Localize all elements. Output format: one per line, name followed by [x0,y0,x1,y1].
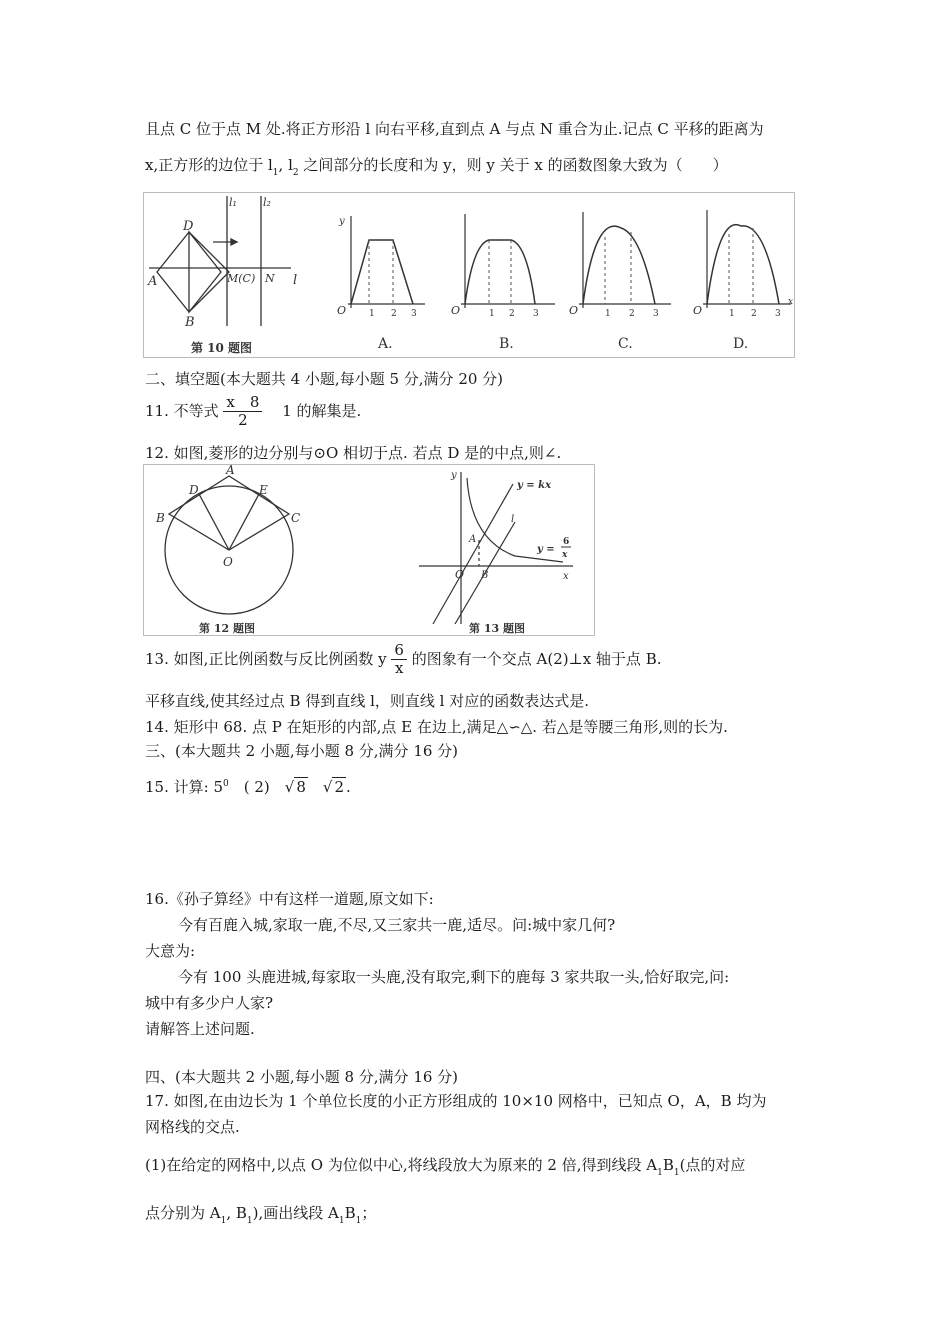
svg-text:B: B [156,511,165,525]
svg-text:O: O [569,304,579,317]
svg-text:3: 3 [411,309,417,319]
fig12-caption: 第 12 题图 [199,622,255,635]
q17-line1: 17. 如图,在由边长为 1 个单位长度的小正方形组成的 10×10 网格中，已知点 O，A，B 均为 [145,1092,767,1110]
q16-translation-1: 今有 100 头鹿进城,每家取一头鹿,没有取完,剩下的鹿每 3 家共取一头,恰好取完,问: [178,968,730,986]
label-a: A [148,274,158,289]
fig13-caption: 第 13 题图 [469,622,525,635]
svg-text:3: 3 [653,309,659,319]
q13: 13. 如图,正比例函数与反比例函数 y $\frac{6}{x}$ 的图象有一个交点 A(2)⊥x 轴于点 B. [145,641,662,678]
q10-square-figure [149,196,291,326]
svg-text:1: 1 [605,309,611,319]
q11: 11. 不等式 $\frac{x 8}{2}$ 1 的解集是. [145,393,362,430]
svg-text:D: D [189,483,199,497]
figure-10 [143,192,795,358]
graph-c [569,212,671,352]
option-b-label: B. [499,336,514,352]
q13-fraction: $\frac{6}{x}$ [391,642,407,678]
label-m: M(C) [227,272,256,285]
svg-text:x: x [562,550,568,560]
svg-text:x: x [563,571,569,582]
q16-ask: 请解答上述问题. [145,1020,255,1038]
fig10-caption: 第 10 题图 [191,341,253,355]
svg-text:y: y [451,470,457,481]
label-b: B [185,315,195,330]
svg-text:2: 2 [509,309,515,319]
svg-text:O: O [337,304,347,317]
graph-b [451,214,555,352]
label-l2: l₂ [263,196,271,209]
svg-text:2: 2 [391,309,397,319]
svg-text:1: 1 [729,309,735,319]
section-3-heading: 三、(本大题共 2 小题,每小题 8 分,满分 16 分) [145,742,459,760]
q12: 12. 如图,菱形的边分别与⊙O 相切于点. 若点 D 是的中点,则∠. [145,444,562,462]
svg-text:B: B [481,570,489,581]
q16-title: 16.《孙子算经》中有这样一道题,原文如下: [145,890,434,908]
fig12-drawing [165,476,293,614]
label-n: N [265,272,275,285]
graph-d [693,210,793,352]
svg-text:3: 3 [775,309,781,319]
q16-meaning: 大意为: [145,942,196,960]
svg-text:y: y [339,216,345,227]
svg-text:O: O [223,555,233,569]
svg-text:l: l [511,514,515,525]
q16-translation-2: 城中有多少户人家? [145,994,274,1012]
svg-text:6: 6 [563,537,570,547]
option-d-label: D. [733,336,749,352]
q10-line1: 且点 C 位于点 M 处.将正方形沿 l 向右平移,直到点 A 与点 N 重合为止.记点 C 平移的距离为 [145,120,764,138]
q17-part1: (1)在给定的网格中,以点 O 为位似中心,将线段放大为原来的 2 倍,得到线段 $A_1B_1$(点的对应 [145,1156,746,1178]
q15: 15. 计算: $5^0$ ( 2) √ 8 √ 2 . [145,778,351,796]
svg-text:A: A [226,464,235,477]
svg-text:E: E [259,483,268,497]
svg-text:A: A [469,534,477,545]
section-2-heading: 二、填空题(本大题共 4 小题,每小题 5 分,满分 20 分) [145,370,504,388]
svg-text:2: 2 [629,309,635,319]
label-l1: l₁ [229,196,237,209]
svg-text:O: O [455,568,465,581]
label-d: D [183,219,194,234]
svg-text:C: C [291,511,301,525]
svg-text:y = kx: y = kx [517,480,552,491]
q14: 14. 矩形中 68. 点 P 在矩形的内部,点 E 在边上,满足△∽△. 若△是等腰三角形,则的长为. [145,718,728,736]
option-a-label: A. [378,336,393,352]
q13-line2: 平移直线,使其经过点 B 得到直线 l，则直线 l 对应的函数表达式是. [145,692,589,710]
svg-text:x: x [788,297,794,307]
figure-12-13 [143,464,595,636]
svg-text:y =: y = [537,544,555,555]
label-l: l [293,273,298,288]
graph-a [337,216,425,352]
q10-line2: x,正方形的边位于 $l_1$, $l_2$ 之间部分的长度和为 y，则 y 关于 x 的函数图象大致为（ ） [145,156,728,178]
section-4-heading: 四、(本大题共 2 小题,每小题 8 分,满分 16 分) [145,1068,459,1086]
svg-text:1: 1 [489,309,495,319]
q16-original: 今有百鹿入城,家取一鹿,不尽,又三家共一鹿,适尽。问:城中家几何? [178,916,616,934]
option-c-label: C. [618,336,633,352]
svg-text:3: 3 [533,309,539,319]
q17-line2: 网格线的交点. [145,1118,240,1136]
q17-part1-cont: 点分别为 $A_1$, $B_1$),画出线段 $A_1B_1$； [145,1204,377,1226]
svg-text:O: O [693,304,703,317]
svg-text:1: 1 [369,309,375,319]
svg-text:O: O [451,304,461,317]
svg-text:2: 2 [751,309,757,319]
q11-fraction: $\frac{x 8}{2}$ [223,394,262,430]
